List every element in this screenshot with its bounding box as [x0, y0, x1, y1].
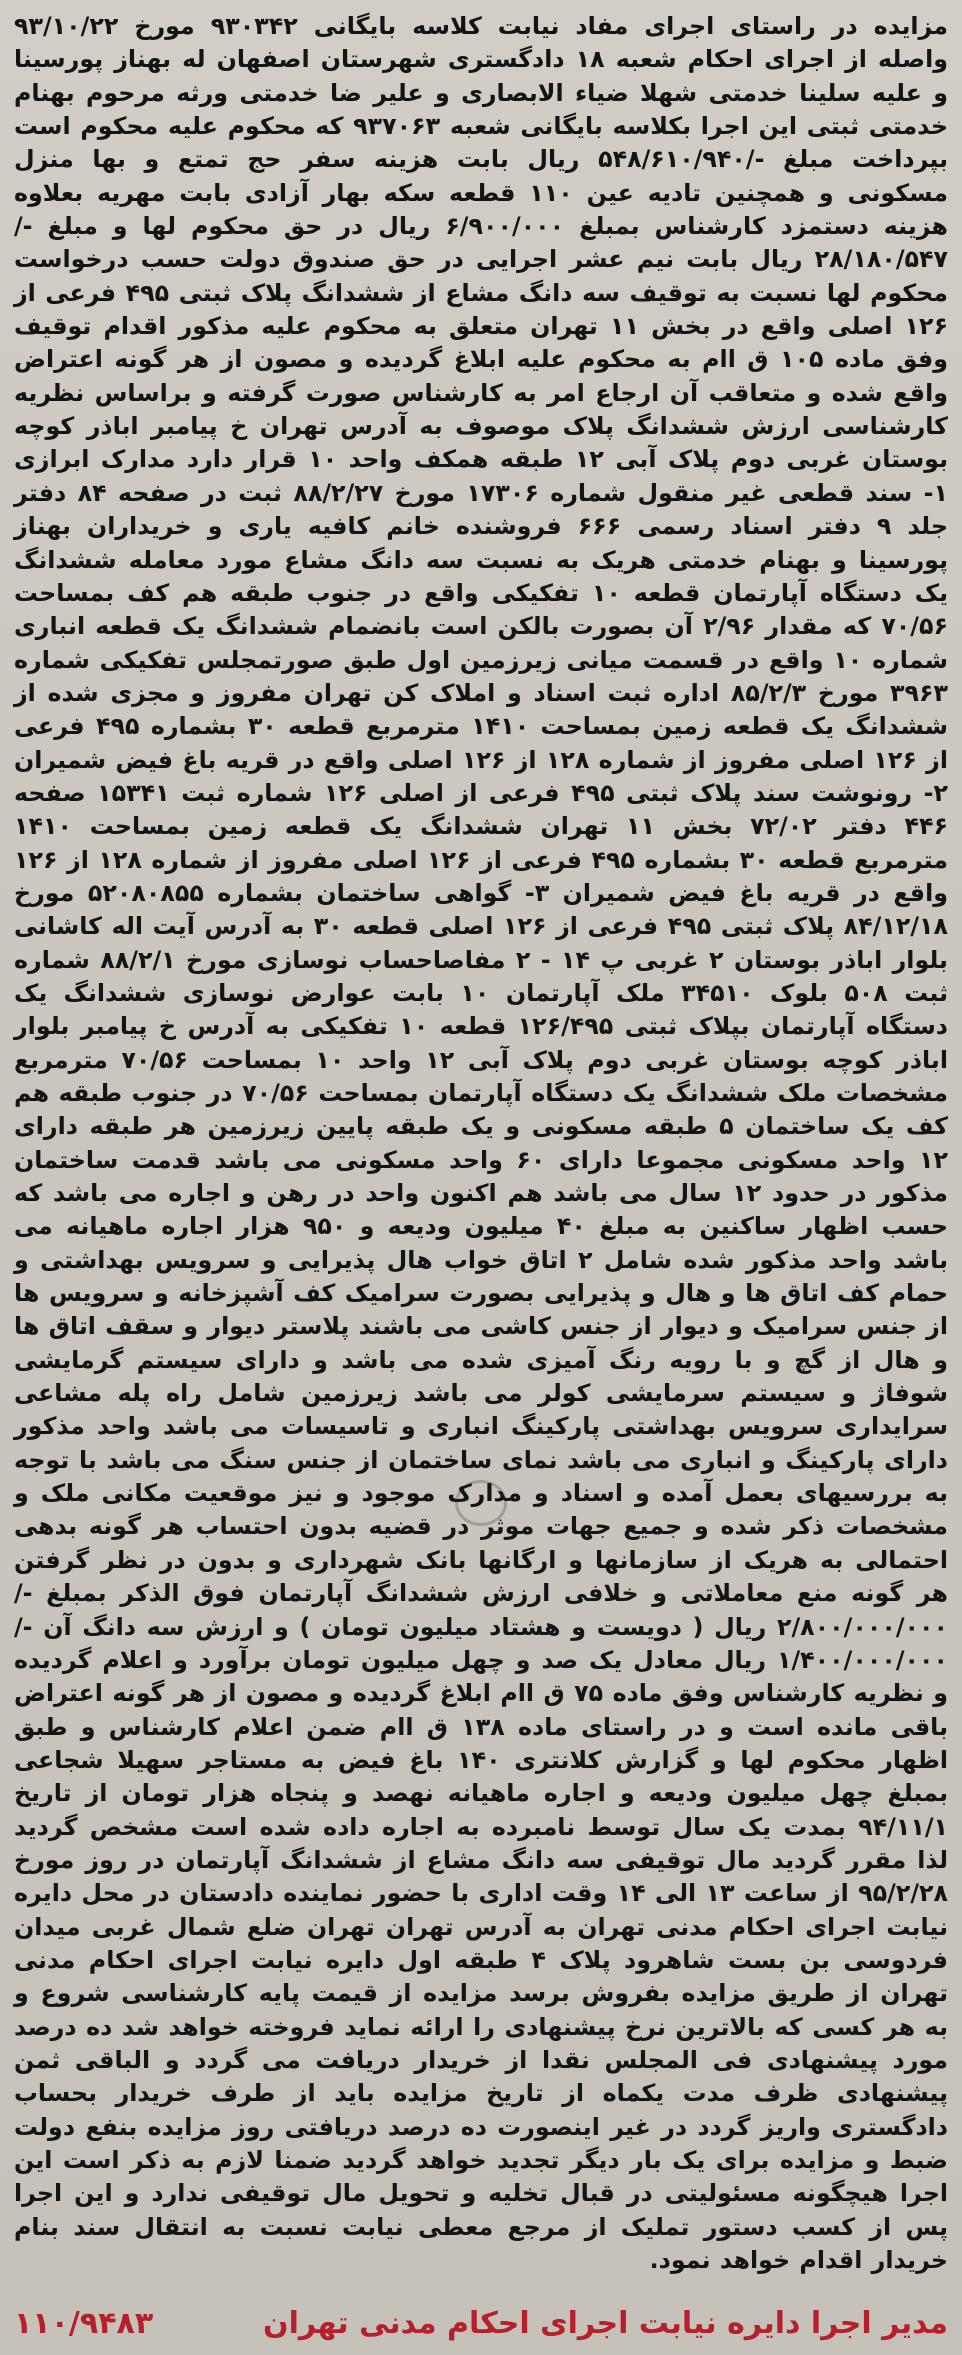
- issuer-signature: مدیر اجرا دایره نیابت اجرای احکام مدنی تهران: [263, 2305, 948, 2341]
- ad-code-number: ۱۱۰/۹۴۸۳: [14, 2305, 154, 2341]
- notice-footer: [14, 2299, 948, 2347]
- notice-body-text: مزایده در راستای اجرای مفاد نیابت کلاسه بایگانی ۹۳۰۳۴۲ مورخ ۹۳/۱۰/۲۲ واصله از اجرای احکام شعبه ۱۸ دادگستری شهرستان اصفهان له بهناز پورسینا و علیه سلینا خدمتی شهلا ضیاء الابصاری و علیر ضا خدمتی ورثه مرحوم بهنام خدمتی ثبتی این اجرا بکلاسه بایگانی شعبه ۹۳۷۰۶۳ که محکوم علیه محکوم است بپرداخت مبلغ -/۵۴۸/۶۱۰/۹۴۰ ریال بابت هزینه سفر حج تمتع و بها منزل مسکونی و همچنین تادیه عین ۱۱۰ قطعه سکه بهار آزادی بابت مهریه بعلاوه هزینه دستمزد کارشناس بمبلغ ۶/۹۰۰/۰۰۰ ریال در حق محکوم لها و مبلغ -/۲۸/۱۸۰/۵۴۷ ریال بابت نیم عشر اجرایی در حق صندوق دولت حسب درخواست محکوم لها نسبت به توقیف سه دانگ مشاع از ششدانگ پلاک ثبتی ۴۹۵ فرعی از ۱۲۶ اصلی واقع در بخش ۱۱ تهران متعلق به محکوم علیه مذکور اقدام توقیف وفق ماده ۱۰۵ ق اام به محکوم علیه ابلاغ گردیده و مصون از هر گونه اعتراض واقع شده و متعاقب آن ارجاع امر به کارشناس صورت گرفته و براساس نظریه کارشناسی ارزش ششدانگ پلاک موصوف به آدرس تهران خ پیامبر اباذر کوچه بوستان غربی دوم پلاک آبی ۱۲ طبقه همکف واحد ۱۰ قرار دارد مدارک ابرازی ۱- سند قطعی غیر منقول شماره ۱۷۳۰۶ مورخ ۸۸/۲/۲۷ ثبت در صفحه ۸۴ دفتر جلد ۹ دفتر اسناد رسمی ۶۶۶ فروشنده خانم کافیه یاری و خریداران بهناز پورسینا و بهنام خدمتی هریک به نسبت سه دانگ مشاع مورد معامله ششدانگ یک دستگاه آپارتمان قطعه ۱۰ تفکیکی واقع در جنوب طبقه هم کف بمساحت ۷۰/۵۶ که مقدار ۲/۹۶ آن بصورت بالکن است بانضمام ششدانگ یک قطعه انباری شماره ۱۰ واقع در قسمت میانی زیرزمین اول طبق صورتمجلس تفکیکی شماره ۳۹۶۳ مورخ ۸۵/۲/۳ اداره ثبت اسناد و املاک کن تهران مفروز و مجزی شده از ششدانگ یک قطعه زمین بمساحت ۱۴۱۰ مترمربع قطعه ۳۰ بشماره ۴۹۵ فرعی از ۱۲۶ اصلی مفروز از شماره ۱۲۸ از ۱۲۶ اصلی واقع در قریه باغ فیض شمیران ۲- رونوشت سند پلاک ثبتی ۴۹۵ فرعی از اصلی ۱۲۶ شماره ثبت ۱۵۳۴۱ صفحه ۴۴۶ دفتر ۷۲/۰۲ بخش ۱۱ تهران ششدانگ یک قطعه زمین بمساحت ۱۴۱۰ مترمربع قطعه ۳۰ بشماره ۴۹۵ فرعی از ۱۲۶ اصلی مفروز از شماره ۱۲۸ از ۱۲۶ واقع در قریه باغ فیض شمیران ۳- گواهی ساختمان بشماره ۵۲۰۸۰۸۵۵ مورخ ۸۴/۱۲/۱۸ پلاک ثبتی ۴۹۵ فرعی از ۱۲۶ اصلی قطعه ۳۰ به آدرس آیت اله کاشانی بلوار اباذر بوستان ۲ غربی پ ۱۴ - ۲ مفاصاحساب نوسازی مورخ ۸۸/۲/۱ شماره ثبت ۵۰۸ بلوک ۳۴۵۱۰ ملک آپارتمان ۱۰ بابت عوارض نوسازی ششدانگ یک دستگاه آپارتمان بپلاک ثبتی ۱۲۶/۴۹۵ قطعه ۱۰ تفکیکی به آدرس خ پیامبر بلوار اباذر کوچه بوستان غربی دوم پلاک آبی ۱۲ واحد ۱۰ بمساحت ۷۰/۵۶ مترمربع مشخصات ملک ششدانگ یک دستگاه آپارتمان بمساحت ۷۰/۵۶ در جنوب طبقه هم کف یک ساختمان ۵ طبقه مسکونی و یک طبقه پایین زیرزمین هر طبقه دارای ۱۲ واحد مسکونی مجموعا دارای ۶۰ واحد مسکونی می باشد قدمت ساختمان مذکور در حدود ۱۲ سال می باشد هم اکنون واحد در رهن و اجاره می باشد که حسب اظهار ساکنین به مبلغ ۴۰ میلیون ودیعه و ۹۵۰ هزار اجاره ماهیانه می باشد واحد مذکور شده شامل ۲ اتاق خواب هال پذیرایی و سرویس بهداشتی و حمام کف اتاق ها و هال و پذیرایی بصورت سرامیک کف آشپزخانه و سرویس ها از جنس سرامیک و دیوار از جنس کاشی می باشند پلاستر دیوار و سقف اتاق ها و هال از گچ و با رویه رنگ آمیزی شده می باشد و دارای سیستم گرمایشی شوفاژ و سیستم سرمایشی کولر می باشد زیرزمین شامل راه پله مشاعی سرایداری سرویس بهداشتی پارکینگ انباری و تاسیسات می باشد واحد مذکور دارای پارکینگ و انباری می باشد نمای ساختمان از جنس سنگ می باشد با توجه به بررسیهای بعمل آمده و اسناد و مدارک موجود و نیز موقعیت مکانی ملک و مشخصات ذکر شده و جمیع جهات موثر در قضیه بدون احتساب هر گونه بدهی احتمالی به هریک از سازمانها و ارگانها بانک شهرداری و بدون در نظر گرفتن هر گونه منع معاملاتی و خلافی ارزش ششدانگ آپارتمان فوق الذکر بمبلغ -/۲/۸۰۰/۰۰۰/۰۰۰ ریال ( دویست و هشتاد میلیون تومان ) و ارزش سه دانگ آن -/۱/۴۰۰/۰۰۰/۰۰۰ ریال معادل یک صد و چهل میلیون تومان برآورد و اعلام گردیده و نظریه کارشناس وفق ماده ۷۵ ق اام ابلاغ گردیده و مصون از هر گونه اعتراض باقی مانده است و در راستای ماده ۱۳۸ ق اام ضمن اعلام کارشناس و طبق اظهار محکوم لها و گزارش کلانتری ۱۴۰ باغ فیض به مستاجر سهیلا شجاعی بمبلغ چهل میلیون ودیعه و اجاره ماهیانه نهصد و پنجاه هزار تومان از تاریخ ۹۴/۱۱/۱ بمدت یک سال توسط نامبرده به اجاره داده شده است مشخص گردید لذا مقرر گردید مال توقیفی سه دانگ مشاع از ششدانگ آپارتمان در روز مورخ ۹۵/۲/۲۸ از ساعت ۱۳ الی ۱۴ وقت اداری با حضور نماینده دادستان در محل دایره نیابت اجرای احکام مدنی تهران به آدرس تهران تهران ضلع شمال غربی میدان فردوسی بن بست شاهرود پلاک ۴ طبقه اول دایره نیابت اجرای احکام مدنی تهران از طریق مزایده بفروش برسد مزایده از قیمت پایه کارشناسی شروع و به هر کسی که بالاترین نرخ پیشنهادی را ارائه نماید فروخته خواهد شد ده درصد مورد پیشنهادی فی المجلس نقدا از خریدار دریافت می گردد و الباقی ثمن پیشنهادی ظرف مدت یکماه از تاریخ مزایده باید از طرف خریدار بحساب دادگستری واریز گردد در غیر اینصورت ده درصد دریافتی روز مزایده بنفع دولت ضبط و مزایده برای یک بار دیگر تجدید خواهد گردید ضمنا لازم به ذکر است این اجرا هیچگونه مسئولیتی در قبال تخلیه و تحویل مال توقیفی ندارد و این اجرا پس از کسب دستور تملیک از مرجع معطی نیابت نسبت به انتقال سند بنام خریدار اقدام خواهد نمود.: [14, 12, 949, 2275]
